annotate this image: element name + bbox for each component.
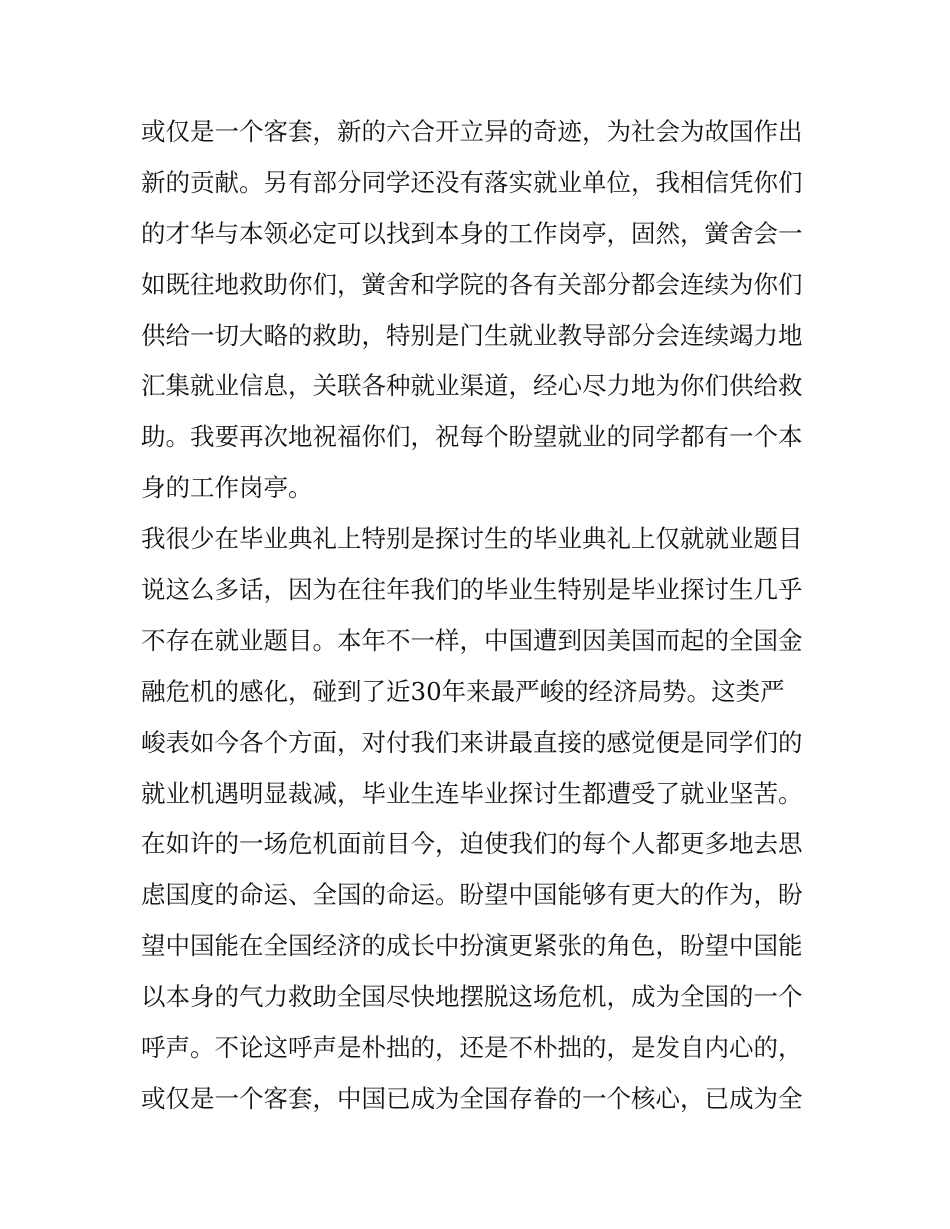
text-line-6: 汇集就业信息，关联各种就业渠道，经心尽力地为你们供给救 [141, 371, 803, 401]
text-line-7: 助。我要再次地祝福你们，祝每个盼望就业的同学都有一个本 [141, 422, 803, 452]
text-line-4: 如既往地救助你们，黉舍和学院的各有关部分都会连续为你们 [141, 269, 803, 299]
body-text [141, 107, 816, 1125]
text-line-2: 新的贡献。另有部分同学还没有落实就业单位，我相信凭你们 [141, 167, 803, 197]
text-line-17: 望中国能在全国经济的成长中扮演更紧张的角色，盼望中国能 [141, 931, 803, 961]
text-line-14: 就业机遇明显裁减，毕业生连毕业探讨生都遭受了就业坚苦。 [141, 778, 803, 808]
text-line-20: 或仅是一个客套，中国已成为全国存眷的一个核心，已成为全 [141, 1083, 803, 1113]
text-line-5: 供给一切大略的救助，特别是门生就业教导部分会连续竭力地 [141, 320, 803, 350]
text-line-8: 身的工作岗亭。 [141, 473, 313, 503]
text-line-10: 说这么多话，因为在往年我们的毕业生特别是毕业探讨生几乎 [141, 575, 803, 605]
text-line-9: 我很少在毕业典礼上特别是探讨生的毕业典礼上仅就就业题目 [141, 524, 803, 554]
text-line-11: 不存在就业题目。本年不一样，中国遭到因美国而起的全国金 [141, 625, 803, 655]
text-line-13: 峻表如今各个方面，对付我们来讲最直接的感觉便是同学们的 [141, 727, 803, 757]
text-line-18: 以本身的气力救助全国尽快地摆脱这场危机，成为全国的一个 [141, 982, 803, 1012]
text-line-19: 呼声。不论这呼声是朴拙的，还是不朴拙的，是发自内心的， [141, 1033, 803, 1063]
text-line-12: 融危机的感化，碰到了近30年来最严峻的经济局势。这类严 [141, 676, 785, 706]
text-line-16: 虑国度的命运、全国的命运。盼望中国能够有更大的作为，盼 [141, 880, 803, 910]
text-line-15: 在如许的一场危机面前目今，迫使我们的每个人都更多地去思 [141, 829, 803, 859]
text-line-1: 或仅是一个客套，新的六合开立异的奇迹，为社会为故国作出 [141, 117, 803, 146]
text-line-3: 的才华与本领必定可以找到本身的工作岗亭，固然，黉舍会一 [141, 218, 803, 248]
